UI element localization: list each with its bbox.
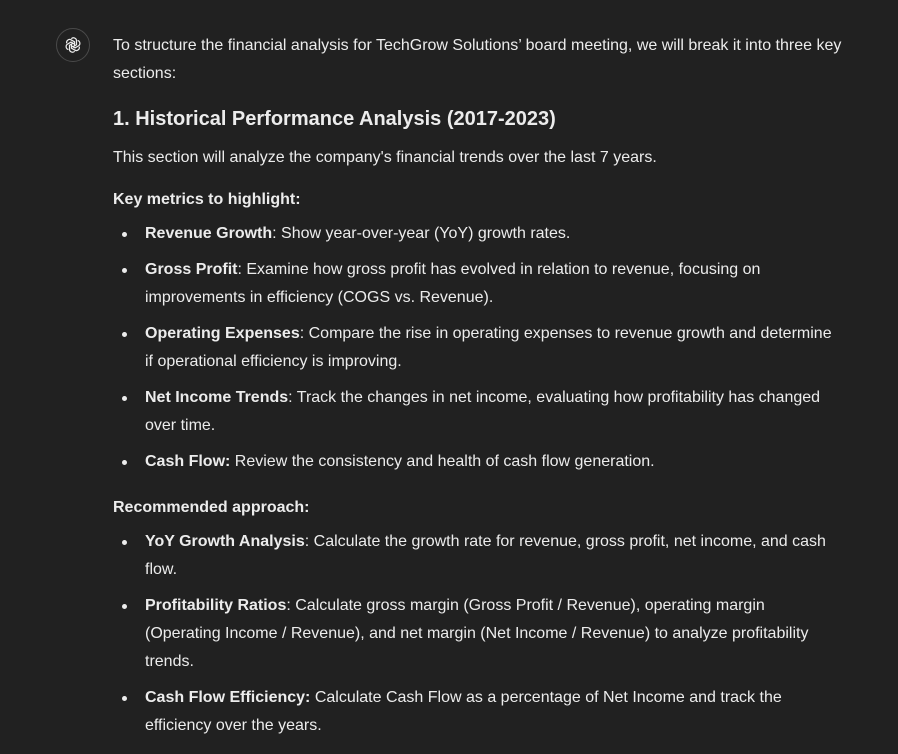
- list-item: [113, 592, 843, 676]
- list-item-term: Cash Flow Efficiency:: [145, 689, 311, 706]
- list-item: [113, 528, 843, 584]
- approach-heading: Recommended approach:: [113, 499, 310, 516]
- list-item-term: Cash Flow:: [145, 453, 231, 470]
- key-metrics-heading: Key metrics to highlight:: [113, 191, 301, 208]
- list-item-text: Calculate Cash Flow as a percentage of Net Income and track the efficiency over the years.: [145, 689, 782, 734]
- list-item-text: : Examine how gross profit has evolved in relation to revenue, focusing on improvements in efficiency (COGS vs. Revenue).: [145, 261, 761, 306]
- list-item: [113, 448, 843, 476]
- list-item-text: : Calculate the growth rate for revenue, gross profit, net income, and cash flow.: [145, 533, 826, 578]
- list-item-text: : Calculate gross margin (Gross Profit / Revenue), operating margin (Operating Income / Revenue), and net margin (Net Income / Revenue) to analyze profitability trends.: [145, 597, 809, 670]
- assistant-avatar: [56, 28, 90, 62]
- list-item-term: Operating Expenses: [145, 325, 300, 342]
- list-item-text: : Track the changes in net income, evaluating how profitability has changed over time.: [145, 389, 821, 434]
- list-item-term: Revenue Growth: [145, 225, 273, 242]
- section-description: This section will analyze the company's financial trends over the last 7 years.: [113, 149, 657, 166]
- list-item-text: Review the consistency and health of cash flow generation.: [230, 453, 655, 470]
- list-item-text: : Show year-over-year (YoY) growth rates.: [272, 225, 571, 242]
- openai-logo-icon: [63, 35, 83, 55]
- list-item: [113, 320, 843, 376]
- list-item: [113, 684, 843, 740]
- list-item-term: Gross Profit: [145, 261, 238, 278]
- section-title: 1. Historical Performance Analysis (2017-2023): [113, 108, 556, 130]
- list-item: [113, 256, 843, 312]
- list-item: [113, 384, 843, 440]
- list-item-text: : Compare the rise in operating expenses to revenue growth and determine if operational efficiency is improving.: [145, 325, 832, 370]
- key-metrics-list: [113, 220, 843, 476]
- message-intro: To structure the financial analysis for TechGrow Solutions’ board meeting, we will break it into three key sections:: [113, 37, 842, 82]
- list-item-term: Net Income Trends: [145, 389, 289, 406]
- list-item: [113, 220, 843, 248]
- assistant-message: [113, 32, 843, 748]
- list-item-term: Profitability Ratios: [145, 597, 287, 614]
- approach-list: [113, 528, 843, 740]
- list-item-term: YoY Growth Analysis: [145, 533, 305, 550]
